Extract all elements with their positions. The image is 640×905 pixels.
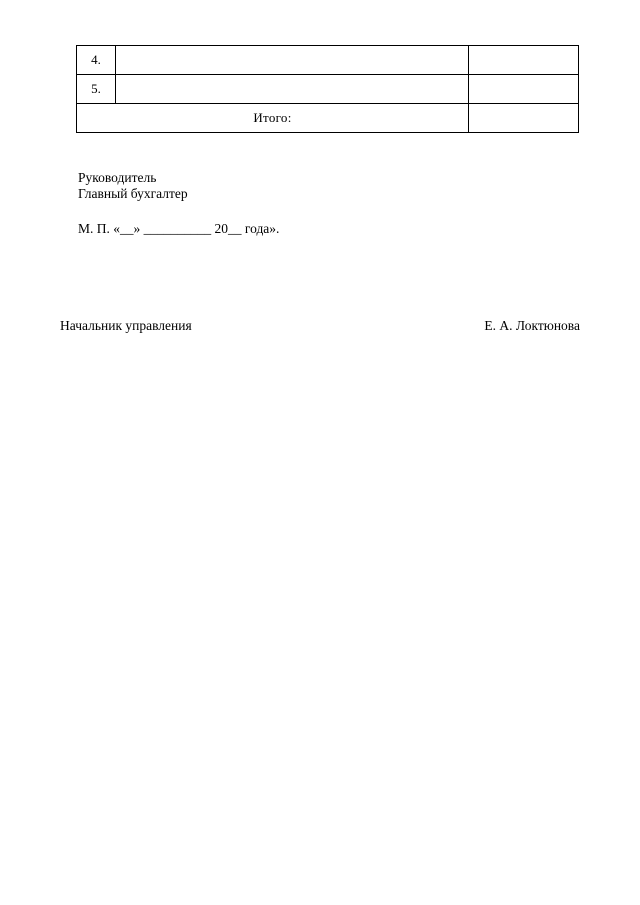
total-label: Итого: bbox=[77, 104, 469, 133]
footer-signatory-name: Е. А. Локтюнова bbox=[484, 318, 580, 333]
table-row bbox=[77, 46, 579, 75]
row-name-cell bbox=[116, 75, 469, 104]
row-sum-cell bbox=[469, 75, 579, 104]
row-number: 4. bbox=[77, 46, 116, 75]
row-name-cell bbox=[116, 46, 469, 75]
table-row bbox=[77, 75, 579, 104]
row-sum-cell bbox=[469, 46, 579, 75]
summary-table bbox=[76, 45, 579, 133]
stamp-date-line: М. П. «__» __________ 20__ года». bbox=[78, 221, 280, 236]
row-number: 5. bbox=[77, 75, 116, 104]
total-row bbox=[77, 104, 579, 133]
total-value bbox=[469, 104, 579, 133]
footer-position: Начальник управления bbox=[60, 318, 192, 333]
chief-accountant-label: Главный бухгалтер bbox=[78, 186, 188, 201]
head-signature-label: Руководитель bbox=[78, 170, 157, 185]
